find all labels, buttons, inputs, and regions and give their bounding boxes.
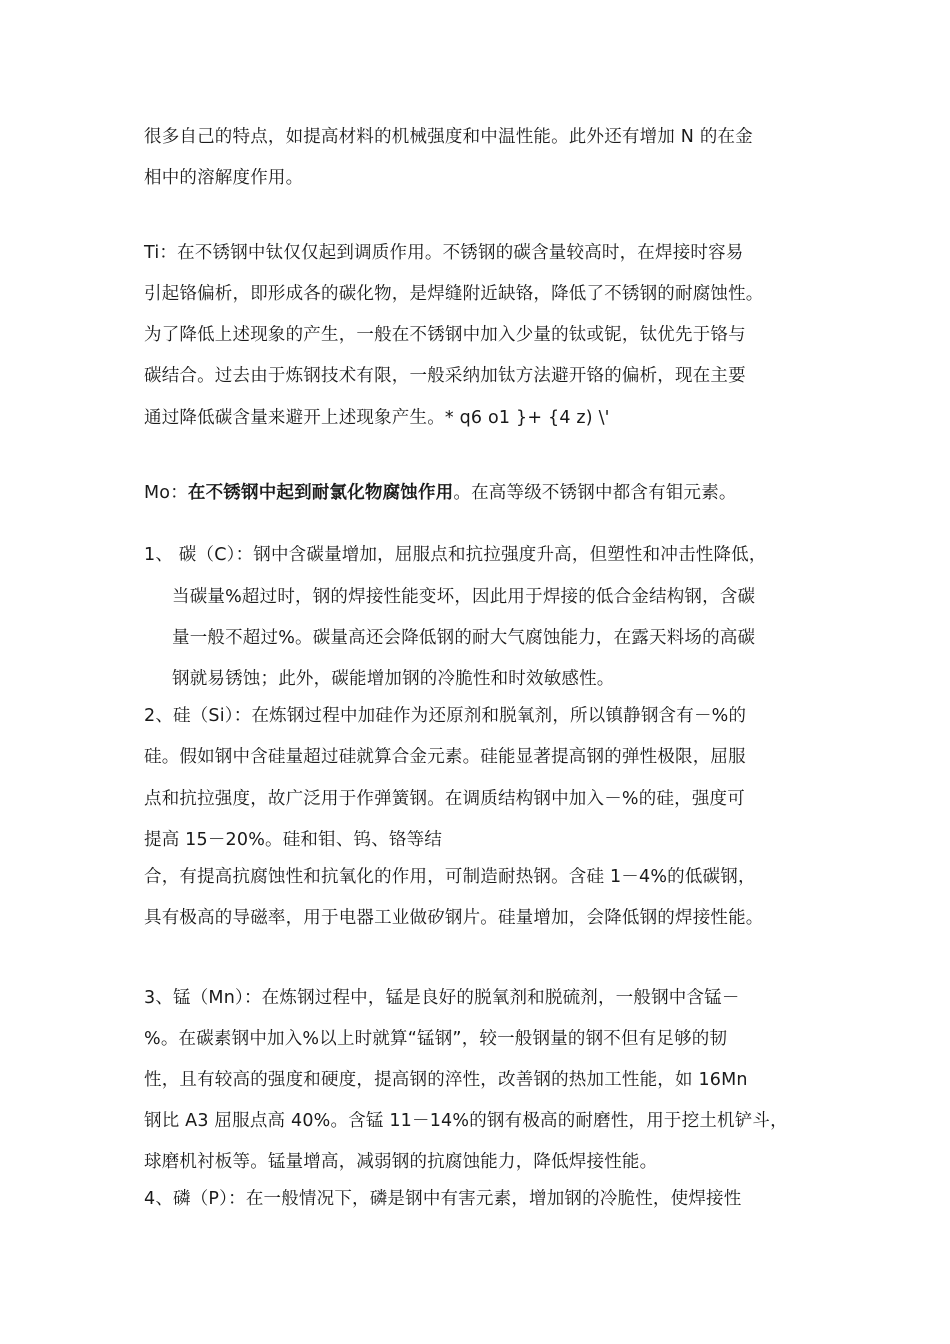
list-item-manganese: 3、锰（Mn）：在炼钢过程中，锰是良好的脱氧剂和脱硫剂，一般钢中含锰－ (144, 988, 740, 1008)
mo-suffix: 。在高等级不锈钢中都含有钼元素。 (453, 483, 737, 503)
text-line: 合，有提高抗腐蚀性和抗氧化的作用，可制造耐热钢。含硅 1－4%的低碳钢， (144, 867, 756, 887)
mo-prefix: Mo： (144, 483, 188, 503)
text-line: 通过降低碳含量来避开上述现象产生。* q6 o1 }+ {4 z) \' (144, 408, 610, 428)
text-line: 很多自己的特点，如提高材料的机械强度和中温性能。此外还有增加 N 的在金 (144, 127, 753, 147)
list-item-silicon: 2、硅（Si）：在炼钢过程中加硅作为还原剂和脱氧剂，所以镇静钢含有－%的 (144, 706, 747, 726)
text-line: 碳结合。过去由于炼钢技术有限，一般采纳加钛方法避开铬的偏析，现在主要 (144, 366, 746, 386)
list-item-phosphorus: 4、磷（P）：在一般情况下，磷是钢中有害元素，增加钢的冷脆性，使焊接性 (144, 1189, 742, 1209)
text-line: 相中的溶解度作用。 (144, 168, 304, 188)
text-line: 引起铬偏析，即形成各的碳化物，是焊缝附近缺铬，降低了不锈钢的耐腐蚀性。 (144, 284, 764, 304)
text-line: 具有极高的导磁率，用于电器工业做矽钢片。硅量增加，会降低钢的焊接性能。 (144, 908, 764, 928)
text-line: 量一般不超过%。碳量高还会降低钢的耐大气腐蚀能力，在露天料场的高碳 (172, 628, 756, 648)
text-line: 钢比 A3 屈服点高 40%。含锰 11－14%的钢有极高的耐磨性，用于挖土机铲斗， (144, 1111, 788, 1131)
mo-bold-text: 在不锈钢中起到耐氯化物腐蚀作用 (187, 483, 454, 503)
text-line: 钢就易锈蚀；此外，碳能增加钢的冷脆性和时效敏感性。 (172, 669, 615, 689)
text-line: 提高 15－20%。硅和钼、钨、铬等结 (144, 830, 443, 850)
text-line: 性，且有较高的强度和硬度，提高钢的淬性，改善钢的热加工性能，如 16Mn (144, 1070, 748, 1090)
text-line: %。在碳素钢中加入%以上时就算“锰钢”，较一般钢量的钢不但有足够的韧 (144, 1029, 728, 1049)
mo-paragraph (144, 479, 737, 507)
text-line: Ti：在不锈钢中钛仅仅起到调质作用。不锈钢的碳含量较高时，在焊接时容易 (144, 243, 744, 263)
text-line: 当碳量%超过时，钢的焊接性能变坏，因此用于焊接的低合金结构钢，含碳 (172, 587, 756, 607)
text-line: 球磨机衬板等。锰量增高，减弱钢的抗腐蚀能力，降低焊接性能。 (144, 1152, 658, 1172)
text-line: 硅。假如钢中含硅量超过硅就算合金元素。硅能显著提高钢的弹性极限，屈服 (144, 747, 746, 767)
text-line: 为了降低上述现象的产生，一般在不锈钢中加入少量的钛或铌，钛优先于铬与 (144, 325, 746, 345)
text-line: 点和抗拉强度，故广泛用于作弹簧钢。在调质结构钢中加入－%的硅，强度可 (144, 789, 745, 809)
list-item-carbon: 1、 碳（C）：钢中含碳量增加，屈服点和抗拉强度升高，但塑性和冲击性降低， (144, 545, 767, 565)
